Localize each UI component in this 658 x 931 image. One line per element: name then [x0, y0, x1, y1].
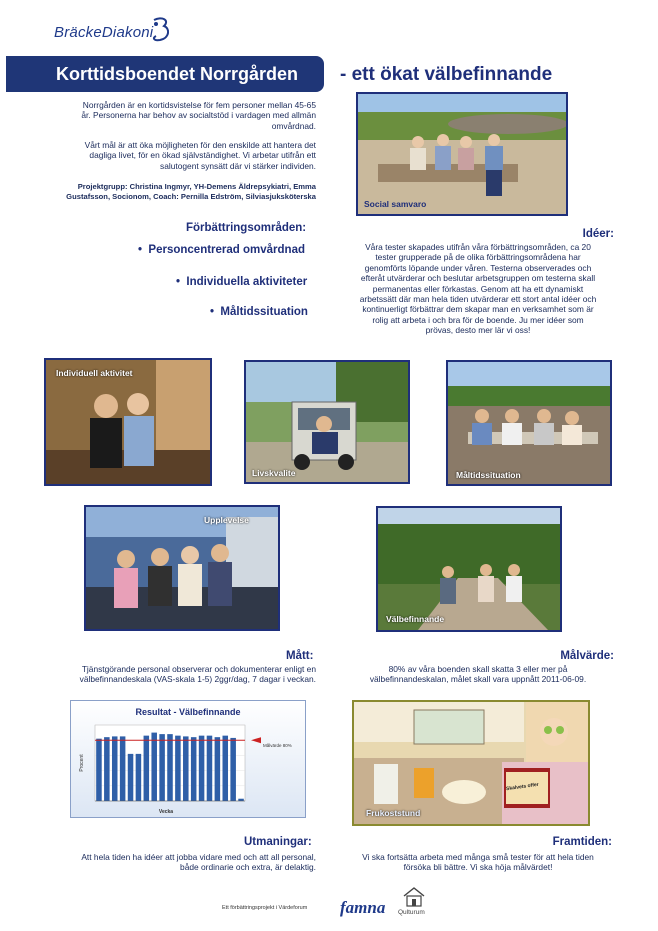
chart-bar [167, 734, 173, 801]
photo-social [356, 92, 568, 216]
caption-maltid: Måltidssituation [456, 470, 521, 480]
caption-upplevelse: Upplevelse [204, 515, 249, 525]
footer-text: Ett förbättringsprojekt i Värdeforum [222, 905, 308, 911]
caption-valbefinnande: Välbefinnande [386, 614, 445, 624]
qulturum-logo: Qulturum [398, 909, 425, 916]
result-chart [71, 701, 305, 817]
chart-title: Resultat - Välbefinnande [135, 707, 241, 717]
chart-bar [96, 739, 102, 801]
chart-bar [175, 736, 181, 801]
caption-livskvalite: Livskvalite [252, 468, 296, 478]
ideas-heading: Idéer: [582, 228, 614, 240]
improvements-heading: Förbättringsområden: [186, 222, 307, 234]
chart-bar [144, 736, 150, 801]
project-group: Projektgrupp: Christina Ingmyr, YH-Demens Äldrepsykiatri, Emma Gustafsson, Socionom, Coach: Pernilla Edström, Silviasjuksköterska [66, 182, 316, 202]
improvement-item: • Personcentrerad omvårdnad [138, 244, 306, 256]
chart-bar [238, 799, 244, 801]
chart-bar [136, 754, 142, 801]
ideas-text: Våra tester skapades utifrån våra förbättringsområden, ca 20 tester grupperade på de olika förbättringsområdena har genomförts löpande under våren. Testerna observerades och efteråt utvärderar och beslutar arbetsgruppen om testerna skall permanentas eller förkastas. Genom att ha ett dynamiskt arbetssätt där man hela tiden utvärderar ett stort antal idéer och kontinuerligt förbättrar dem skapar man en verksamhet som är rolig att arbeta i och bra för de boende. Ju mer idéer som prövas, desto mer lär vi oss! [359, 242, 597, 336]
framtiden-text: Vi ska fortsätta arbeta med många små tester för att hela tiden försöka bli bättre. Vi ska höja målvärdet! [362, 852, 594, 873]
utmaningar-heading: Utmaningar: [244, 836, 312, 848]
chart-bar [215, 737, 221, 801]
chart-bar [104, 737, 110, 801]
improvement-item: • Måltidssituation [210, 306, 308, 318]
logo-text: BräckeDiakoni [54, 24, 154, 41]
matt-text: Tjänstgörande personal observerar och dokumenterar enligt en välbefinnandeskala (VAS-skala 1-5) 2ggr/dag, 7 dagar i veckan. [79, 664, 316, 685]
chart-bar [183, 736, 189, 801]
chart-bar [159, 734, 165, 801]
intro-paragraph-2: Vårt mål är att öka möjligheten för den enskilde att hantera det dagliga livet, för en ökad självständighet. Vi arbetar utifrån ett salutogent synsätt där vi stärker individen. [84, 140, 316, 171]
framtiden-heading: Framtiden: [552, 836, 612, 848]
chart-bar [199, 736, 205, 801]
caption-frukost: Frukoststund [366, 808, 421, 818]
malvarde-heading: Målvärde: [560, 650, 614, 662]
chart-bar [151, 733, 157, 801]
photo-individuell [44, 358, 212, 486]
caption-individuell: Individuell aktivitet [56, 368, 133, 378]
result-chart-frame [70, 700, 306, 818]
chart-ylabel: Procent [79, 754, 85, 772]
logo-swirl-icon [148, 16, 174, 44]
title-bar [6, 56, 324, 92]
caption-social: Social samvaro [364, 199, 427, 209]
chart-bar [128, 754, 134, 801]
intro-paragraph-1: Norrgården är en kortidsvistelse för fem personer mellan 45-65 år. Personerna har behov av socialtstöd i vardagen med allmän omvårdnad. [81, 100, 316, 131]
improvement-item: • Individuella aktiviteter [176, 276, 308, 288]
chart-target-label: Målvärde 80% [263, 743, 292, 748]
chart-bar [112, 736, 118, 801]
page-title: Korttidsboendet Norrgården [56, 63, 299, 84]
photo-upplevelse [84, 505, 280, 631]
utmaningar-text: Att hela tiden ha idéer att jobba vidare med och att all personal, både ordinarie och extra, är delaktig. [81, 852, 316, 873]
caption-sign: Skalvets offer [505, 781, 540, 793]
chart-bar [120, 736, 126, 801]
chart-bar [230, 738, 236, 801]
qulturum-house-icon [402, 886, 426, 908]
chart-bar [191, 737, 197, 801]
chart-bar [207, 736, 213, 801]
photo-maltid [446, 360, 612, 486]
chart-bar [223, 736, 229, 801]
photo-valbefinnande [376, 506, 562, 632]
chart-target-arrow [251, 737, 261, 743]
chart-xlabel: Vecka [158, 809, 174, 815]
photo-livskvalite [244, 360, 410, 484]
famna-logo: famna [340, 898, 386, 917]
photo-frukost [352, 700, 590, 826]
malvarde-text: 80% av våra boenden skall skatta 3 eller mer på välbefinnandeskalan, målet skall vara uppnått 2011-06-09. [369, 664, 587, 685]
page-subtitle: - ett ökat välbefinnande [340, 64, 553, 85]
matt-heading: Mått: [286, 650, 314, 662]
